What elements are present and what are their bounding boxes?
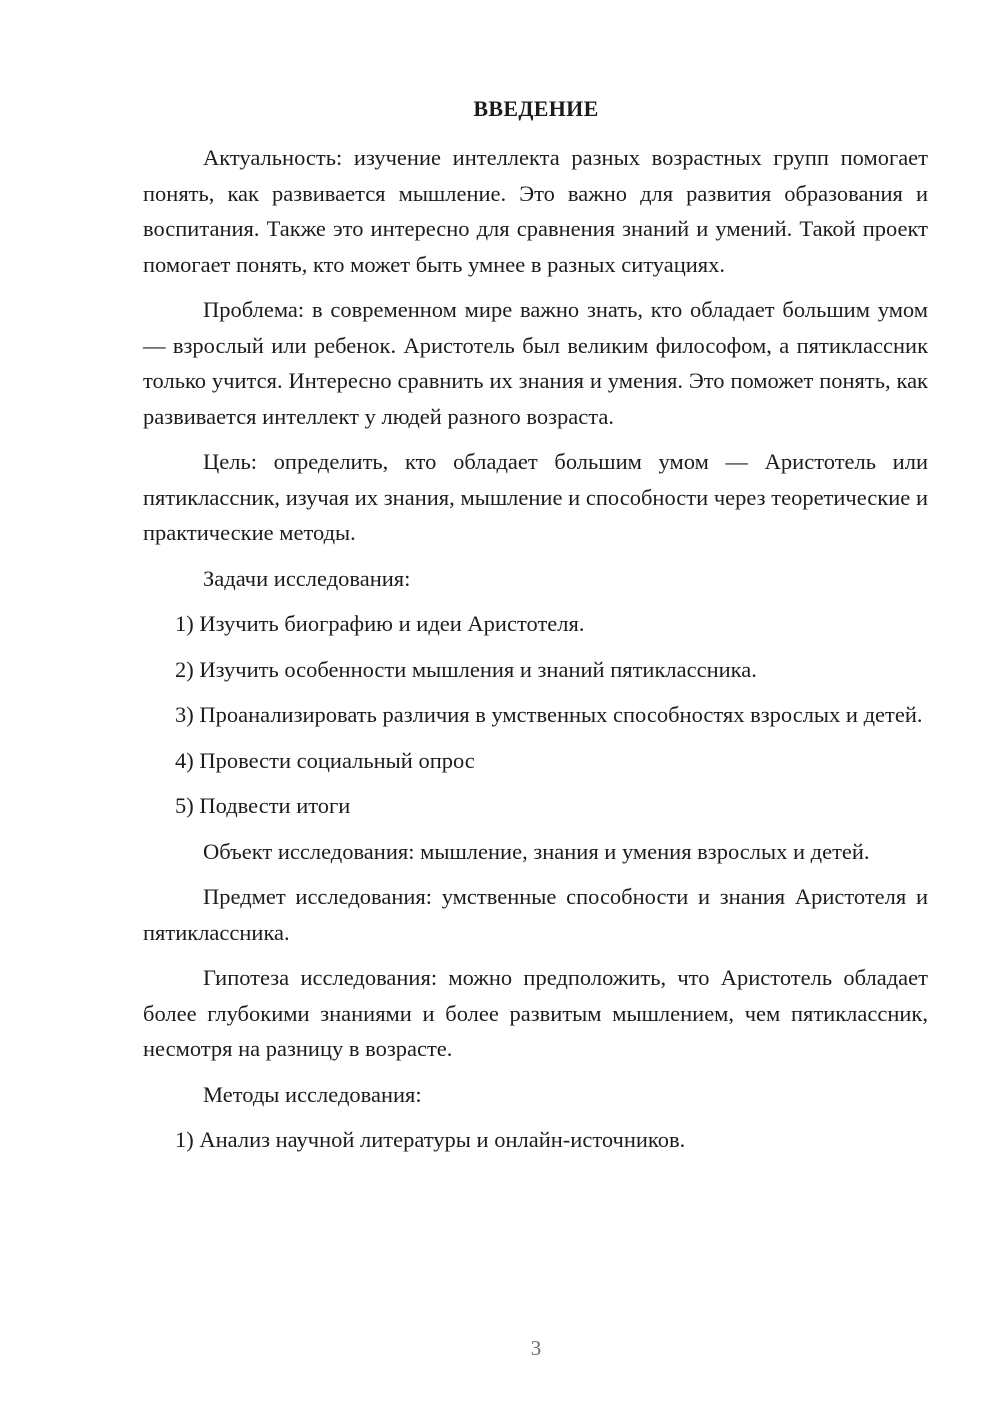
section-title: ВВЕДЕНИЕ xyxy=(473,96,599,121)
hypothesis-paragraph: Гипотеза исследования: можно предположить, что Аристотель обладает более глубокими знаниями и более развитым мышлением, чем пятиклассник, несмотря на разницу в возрасте. xyxy=(143,965,928,1061)
task-item: 5) Подвести итоги xyxy=(175,793,351,818)
problem-paragraph: Проблема: в современном мире важно знать, кто обладает большим умом — взрослый или ребенок. Аристотель был великим философом, а пятиклассник только учится. Интересно сравнить их знания и умения. Это поможет понять, как развивается интеллект у людей разного возраста. xyxy=(143,297,928,429)
object-paragraph: Объект исследования: мышление, знания и умения взрослых и детей. xyxy=(203,838,870,864)
tasks-heading: Задачи исследования: xyxy=(203,565,411,591)
method-item: 1) Анализ научной литературы и онлайн-источников. xyxy=(175,1127,686,1152)
subject-paragraph: Предмет исследования: умственные способности и знания Аристотеля и пятиклассника. xyxy=(143,884,928,945)
page-number: 3 xyxy=(530,1336,542,1360)
task-item: 2) Изучить особенности мышления и знаний пятиклассника. xyxy=(175,656,757,682)
methods-heading: Методы исследования: xyxy=(203,1081,422,1107)
document-body xyxy=(143,140,928,1168)
task-item: 3) Проанализировать различия в умственных способностях взрослых и детей. xyxy=(175,702,923,727)
task-item: 4) Провести социальный опрос xyxy=(175,747,475,773)
relevance-paragraph: Актуальность: изучение интеллекта разных возрастных групп помогает понять, как развивается мышление. Это важно для развития образования и воспитания. Также это интересно для сравнения знаний и умений. Такой проект помогает понять, кто может быть умнее в разных ситуациях. xyxy=(143,145,928,277)
goal-paragraph: Цель: определить, кто обладает большим умом — Аристотель или пятиклассник, изучая их знания, мышление и способности через теоретические и практические методы. xyxy=(143,449,928,545)
task-item: 1) Изучить биографию и идеи Аристотеля. xyxy=(175,611,585,636)
